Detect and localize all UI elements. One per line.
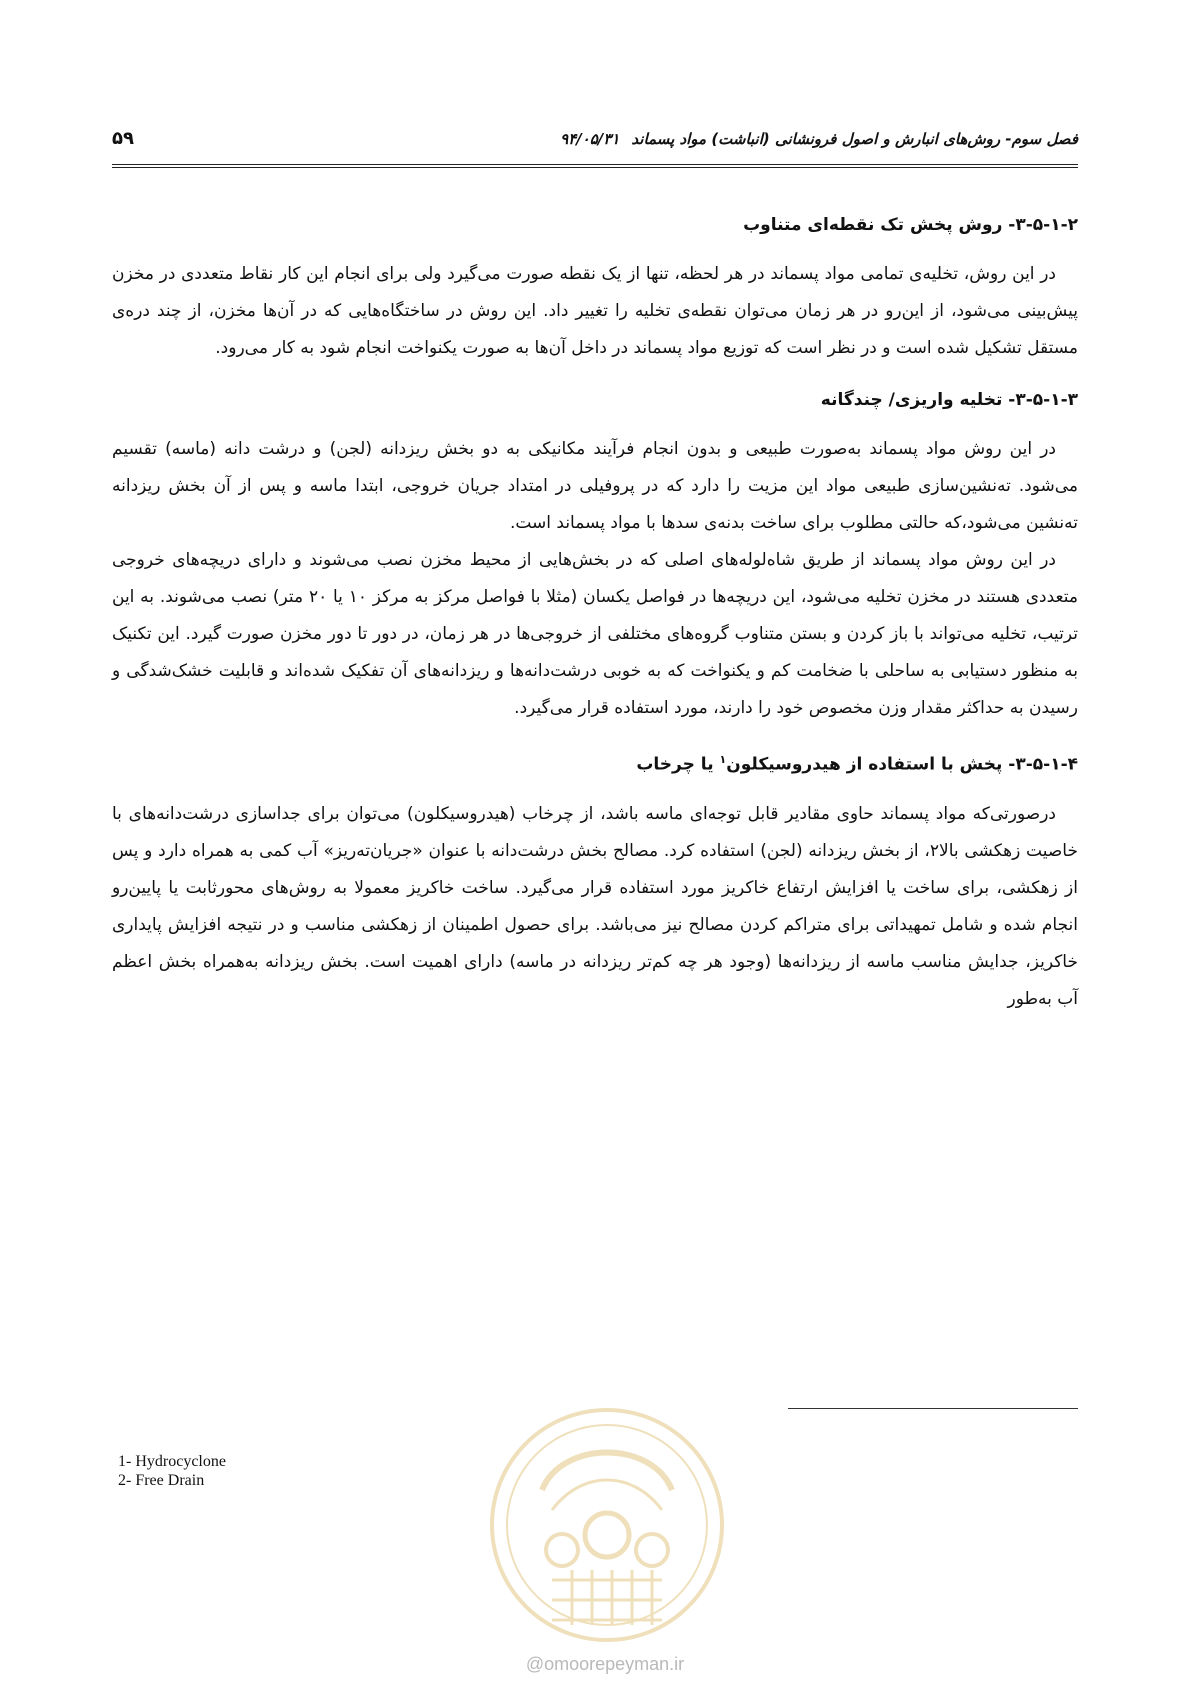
- footnote-ref-1[interactable]: ۱: [719, 753, 727, 766]
- paragraph: در این روش مواد پسماند به‌صورت طبیعی و بدون انجام فرآیند مکانیکی به دو بخش ریزدانه (لجن) و درشت دانه (ماسه) تقسیم می‌شود. ته‌نشین‌سازی طبیعی مواد این مزیت را دارد که در پروفیلی در امتداد جریان خروجی، ابتدا ماسه و پس از آن بخش ریزدانه ته‌نشین می‌شود،که حالتی مطلوب برای ساخت بدنه‌ی سدها با مواد پسماند است.: [112, 439, 1078, 533]
- page-number: ۵۹: [112, 128, 134, 149]
- watermark-seal-icon: [482, 1400, 732, 1650]
- page-header: [112, 128, 1078, 168]
- footnote-2: 2- Free Drain: [118, 1472, 205, 1489]
- section-heading-2: ۳-۵-۱-۳- تخلیه واریزی/ چندگانه: [820, 390, 1078, 410]
- footnotes: [118, 1452, 226, 1490]
- section-heading-3: [112, 747, 1078, 778]
- paragraph: درصورتی‌که مواد پسماند حاوی مقادیر قابل توجه‌ای ماسه باشد، از چرخاب (هیدروسیکلون) می‌توان برای جداسازی درشت‌دانه‌های با خاصیت زهکشی بالا۲، از بخش ریزدانه (لجن) استفاده کرد. مصالح بخش درشت‌دانه با عنوان «جریان‌ته‌ریز» آب کمی به همراه دارد و پس از زهکشی، برای ساخت یا افزایش ارتفاع خاکریز مورد استفاده قرار می‌گیرد. ساخت خاکریز معمولا به روش‌های محورثابت یا پایین‌رو انجام شده و شامل تمهیداتی برای متراکم کردن مصالح نیز می‌باشد. برای حصول اطمینان از زهکشی مناسب و در نتیجه افزایش پایداری خاکریز، جدایش مناسب ماسه از ریزدانه‌ها (وجود هر چه کم‌تر ریزدانه در ماسه) دارای اهمیت است. بخش ریزدانه به‌همراه بخش اعظم آب به‌طور: [112, 803, 1078, 1009]
- header-date: ۹۴/۰۵/۳۱: [560, 130, 620, 148]
- chapter-title: [560, 130, 1078, 148]
- section-heading-1: ۳-۵-۱-۲- روش پخش تک نقطه‌ای متناوب: [743, 215, 1078, 235]
- chapter-title-text: فصل سوم- روش‌های انبارش و اصول فرونشانی (انباشت) مواد پسماند: [631, 130, 1078, 148]
- section-heading-3-text: ۳-۵-۱-۴- پخش با استفاده از هیدروسیکلون: [726, 754, 1078, 775]
- section-heading-3-tail: یا چرخاب: [636, 754, 720, 775]
- paragraph: در این روش مواد پسماند از طریق شاه‌لوله‌های اصلی که در بخش‌هایی از محیط مخزن نصب می‌شوند و دارای دریچه‌های خروجی متعددی هستند در مخزن تخلیه می‌شود، این دریچه‌ها در فواصل یکسان (مثلا با فواصل مرکز به مرکز ۱۰ یا ۲۰ متر) نصب می‌شوند. به این ترتیب، تخلیه می‌تواند با باز کردن و بستن متناوب گروه‌های مختلفی از خروجی‌ها در هر زمان، در دور تا دور مخزن صورت گیرد. این تکنیک به منظور دستیابی به ساحلی با ضخامت کم و یکنواخت که به خوبی درشت‌دانه‌ها و ریزدانه‌های آن تفکیک شده‌اند و قابلیت خشک‌شدگی و رسیدن به حداکثر مقدار وزن مخصوص خود را دارند، مورد استفاده قرار می‌گیرد.: [112, 550, 1078, 718]
- paragraph: در این روش، تخلیه‌ی تمامی مواد پسماند در هر لحظه، تنها از یک نقطه صورت می‌گیرد ولی برای انجام این کار نقاط متعددی در مخزن پیش‌بینی می‌شود، از این‌رو در هر زمان می‌توان نقطه‌ی تخلیه را تغییر داد. این روش در ساختگاه‌هایی که در آن‌ها مخزن، از چند دره‌ی مستقل تشکیل شده است و در نظر است که توزیع مواد پسماند در داخل آن‌ها به صورت یکنواخت انجام شود به کار می‌رود.: [112, 264, 1078, 358]
- footnote-divider: [788, 1408, 1078, 1409]
- watermark-url: @omoorepeyman.ir: [525, 1654, 685, 1674]
- footnote-1: 1- Hydrocyclone: [118, 1453, 226, 1470]
- main-content: [112, 212, 1078, 1038]
